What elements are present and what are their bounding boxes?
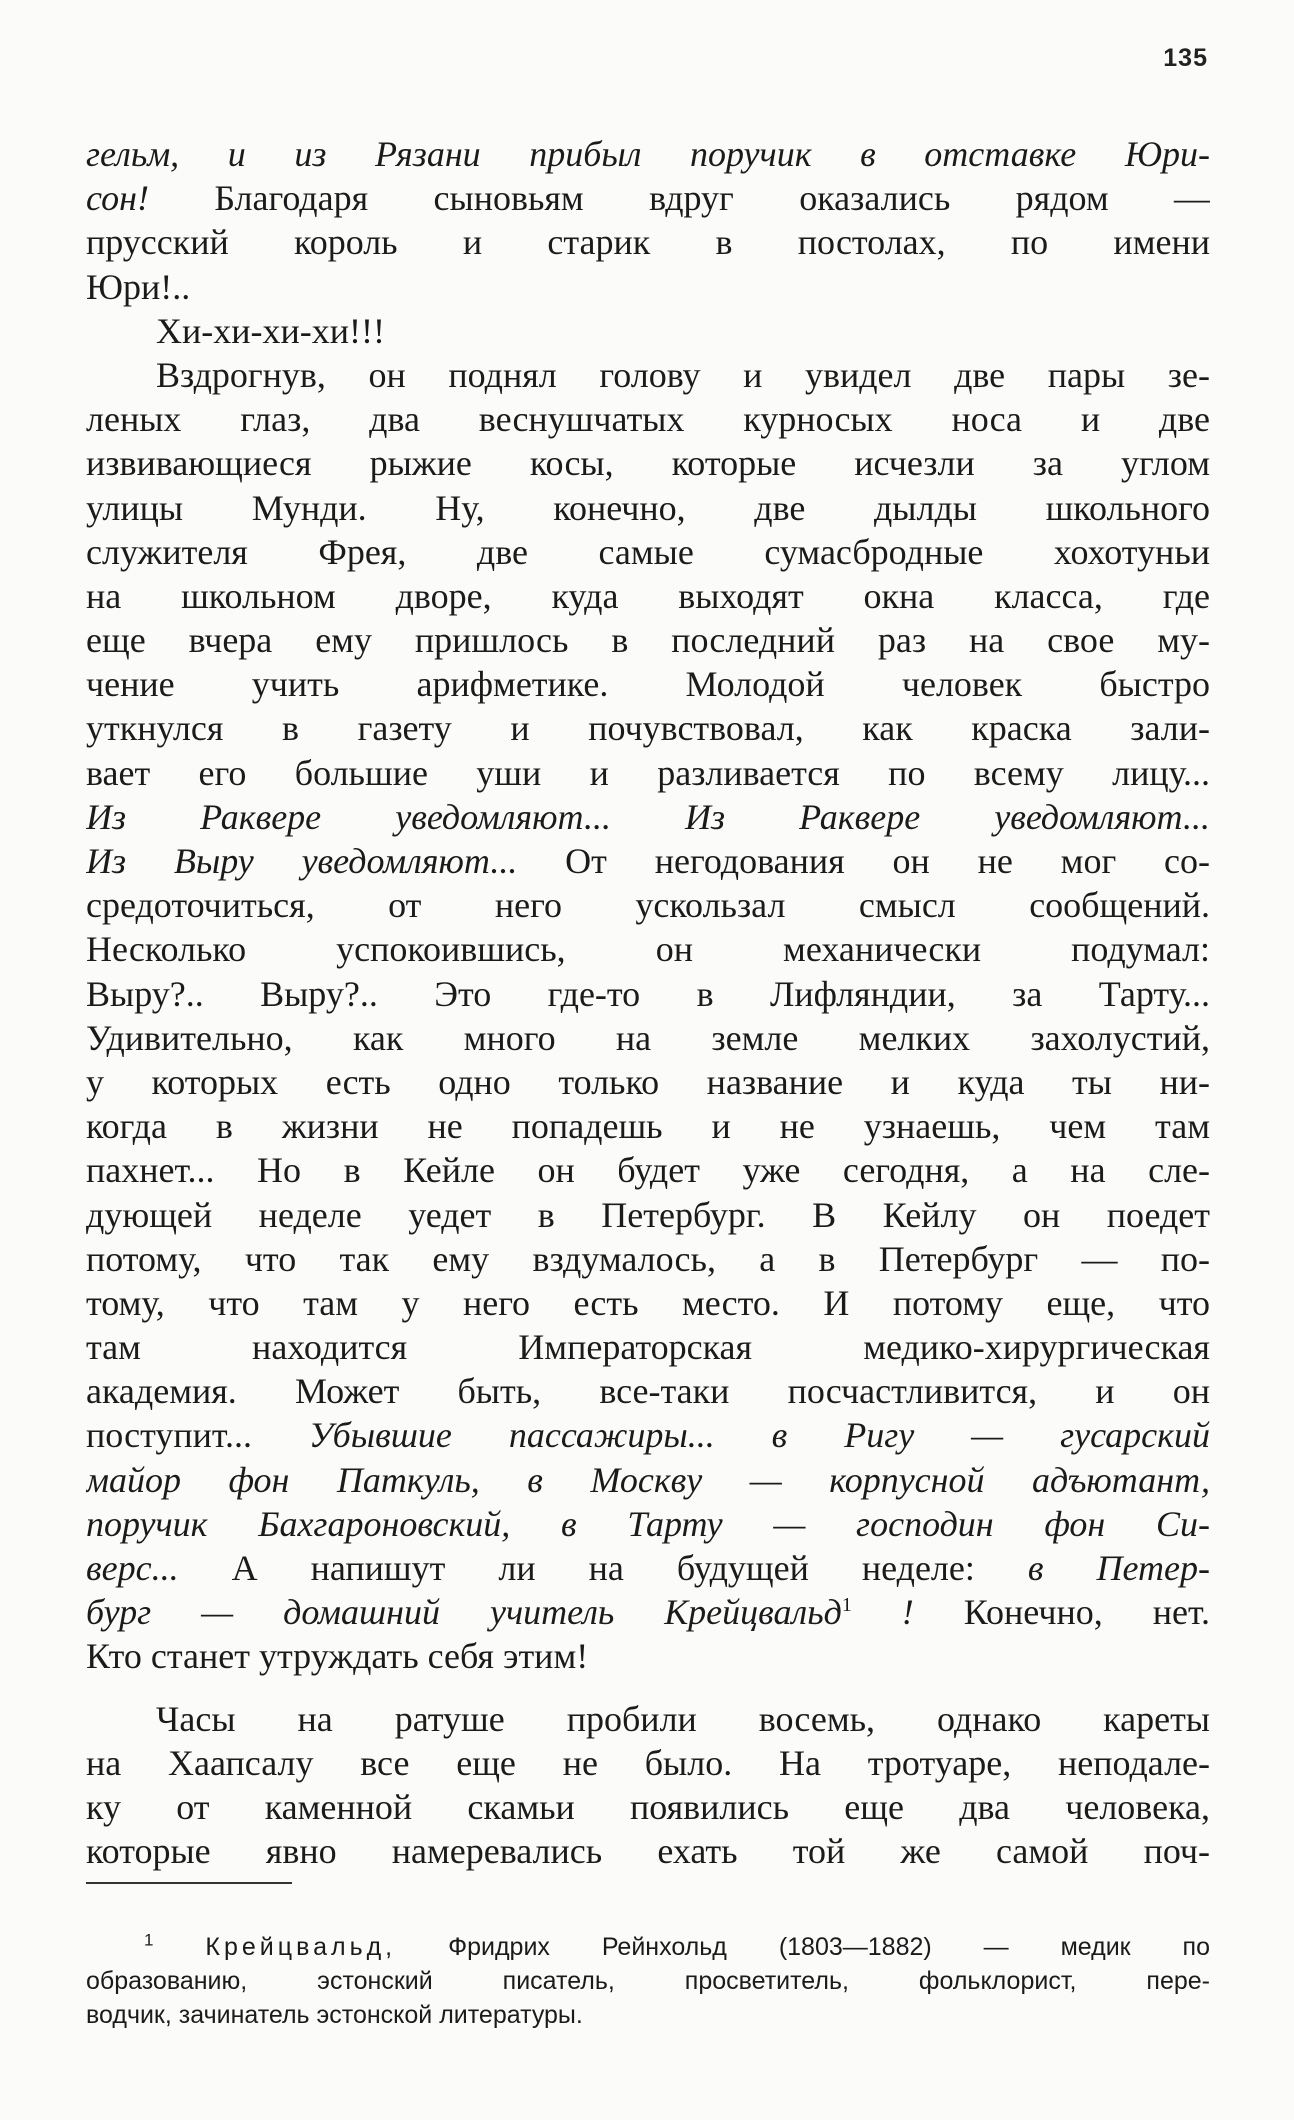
italic-text: майор фон Паткуль, в Москву — корпусной адъютант, [86,1459,1210,1500]
italic-text: Из Выру уведомляют... [86,841,518,881]
footnote-divider [86,1882,292,1884]
text-segment: Благодаря сыновьям вдруг оказались рядом — [148,178,1210,219]
text-line [86,574,1210,618]
text-line [86,1148,1210,1192]
main-text [86,132,1210,1873]
text-segment: тому, что там у него есть место. И потому еще, что [86,1282,1210,1323]
text-segment: Выру?.. Выру?.. Это где-то в Лифляндии, за Тарту... [86,973,1210,1014]
text-segment: Вздрогнув, он поднял голову и увидел две пары зе- [156,354,1210,395]
text-segment: у которых есть одно только название и куда ты ни- [86,1061,1210,1102]
text-segment: средоточиться, от него ускользал смысл сообщений. [86,885,1210,926]
text-line [86,1060,1210,1104]
text-segment: А напишут ли на будущей неделе: [178,1548,1028,1588]
text-line [86,353,1210,397]
text-segment: еще вчера ему пришлось в последний раз на свое му- [86,620,1210,661]
text-segment: на Хаапсалу все еще не было. На тротуаре, неподале- [86,1742,1210,1783]
italic-text: гельм, и из Рязани прибыл поручик в отставке Юри- [86,134,1210,174]
text-segment: Удивительно, как много на земле мелких захолустий, [86,1017,1210,1058]
text-line [86,618,1210,662]
text-line [86,265,1210,309]
text-line [86,839,1210,883]
text-line [86,1634,1210,1678]
text-segment: извивающиеся рыжие косы, которые исчезли за углом [86,443,1210,484]
text-segment: прусский король и старик в постолах, по имени [86,222,1210,263]
text-segment: поступит... [86,1415,309,1456]
page-number: 135 [1163,44,1208,72]
text-line [86,751,1210,795]
italic-text: поручик Бахгароновский, в Тарту — господин фон Си- [86,1503,1210,1544]
text-segment: академия. Может быть, все-таки посчастливится, и он [86,1371,1210,1412]
text-line [86,132,1210,176]
text-line [86,397,1210,441]
text-segment: на школьном дворе, куда выходят окна класса, где [86,575,1210,616]
text-segment: чение учить арифметике. Молодой человек быстро [86,664,1210,705]
footnote-name: Крейцвальд, [205,1933,397,1961]
text-line [86,1193,1210,1237]
text-segment: леных глаз, два веснушчатых курносых носа и две [86,399,1210,440]
text-segment: улицы Мунди. Ну, конечно, две дылды школьного [86,487,1210,528]
footnote-line-1 [86,1930,1210,1964]
text-line [86,1237,1210,1281]
text-segment: Кто станет утруждать себя этим! [86,1636,589,1677]
text-line [86,220,1210,264]
text-line [86,1413,1210,1457]
italic-text: в Петер- [1027,1548,1210,1588]
italic-text: бург — домашний учитель Крейцвальд [86,1592,842,1633]
text-line [86,1590,1210,1634]
text-segment: Несколько успокоившись, он механически подумал: [86,929,1210,970]
italic-text: Убывшие пассажиры... в Ригу — гусарский [308,1415,1210,1456]
text-line [86,883,1210,927]
text-line [86,1016,1210,1060]
text-line [86,441,1210,485]
text-line [86,486,1210,530]
text-segment: От негодования он не мог со- [517,841,1210,881]
italic-text: верс... [86,1548,179,1588]
text-segment: Юри!.. [86,266,191,307]
text-segment: там находится Императорская медико-хирургическая [86,1327,1210,1368]
text-line [86,972,1210,1016]
text-line [86,1502,1210,1546]
text-line [86,176,1210,220]
text-line [86,1697,1210,1741]
text-segment: потому, что так ему вздумалось, а в Петербург — по- [86,1238,1210,1279]
text-line [86,1281,1210,1325]
italic-text: сон! [86,178,149,219]
italic-text: ! [851,1592,914,1633]
footnote-line-2: образованию, эстонский писатель, просветитель, фольклорист, пере- [86,1967,1210,1995]
text-segment: служителя Фрея, две самые сумасбродные хохотуньи [86,531,1210,572]
text-line [86,1369,1210,1413]
text-segment: уткнулся в газету и почувствовал, как краска зали- [86,708,1210,749]
footnote-reference: 1 [841,1594,852,1617]
footnote-marker: 1 [144,1930,154,1950]
text-segment: пахнет... Но в Кейле он будет уже сегодня, а на сле- [86,1150,1210,1191]
text-segment: Конечно, нет. [913,1592,1210,1633]
text-line [86,1785,1210,1829]
text-line [86,1546,1210,1590]
text-line [86,309,1210,353]
text-line [86,530,1210,574]
text-segment: которые явно намеревались ехать той же самой поч- [86,1831,1210,1872]
text-segment: дующей неделе уедет в Петербург. В Кейлу он поедет [86,1194,1210,1235]
footnote-line-1-text: Фридрих Рейнхольд (1803—1882) — медик по [396,1933,1210,1961]
text-line [86,795,1210,839]
text-line [86,1458,1210,1502]
text-segment: вает его большие уши и разливается по всему лицу... [86,752,1210,793]
text-line [86,1741,1210,1785]
text-segment: ку от каменной скамьи появились еще два человека, [86,1786,1210,1827]
text-line [86,1325,1210,1369]
text-segment: Часы на ратуше пробили восемь, однако кареты [156,1698,1210,1739]
text-segment: когда в жизни не попадешь и не узнаешь, чем там [86,1106,1210,1147]
text-segment: Хи-хи-хи-хи!!! [156,310,385,351]
text-line [86,1104,1210,1148]
text-line [86,706,1210,750]
text-line [86,1829,1210,1873]
text-line [86,927,1210,971]
text-line [86,662,1210,706]
paragraph-gap [86,1679,1210,1697]
footnote-line-3: водчик, зачинатель эстонской литературы. [86,2001,583,2029]
italic-text: Из Раквере уведомляют... Из Раквере уведомляют... [86,796,1210,837]
footnote [86,1930,1210,2032]
